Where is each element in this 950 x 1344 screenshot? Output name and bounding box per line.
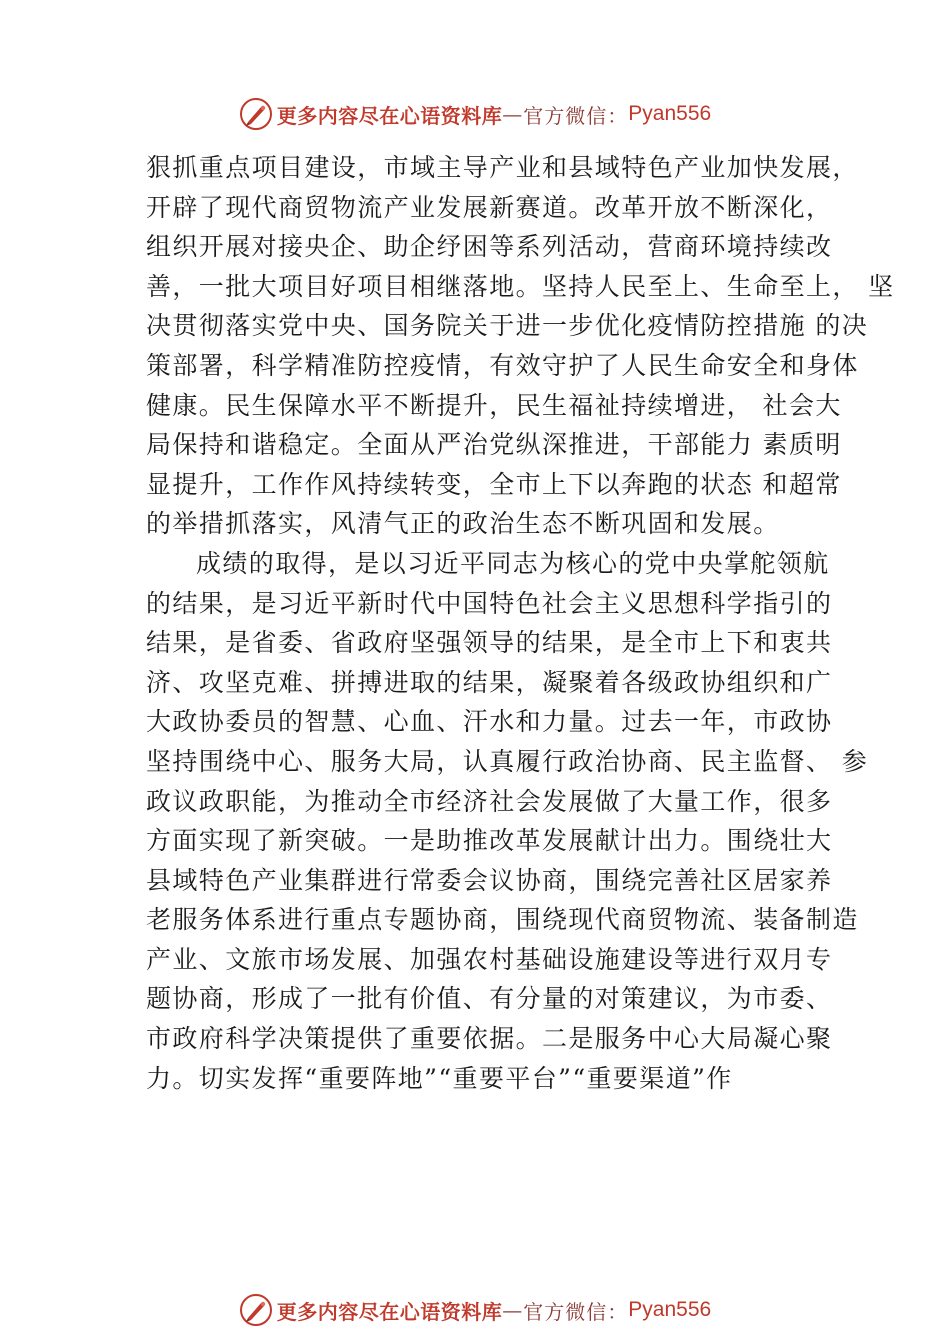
body-line: 产业、文旅市场发展、加强农村基础设施建设等进行双月专 <box>146 944 833 974</box>
body-line: 开辟了现代商贸物流产业发展新赛道。改革开放不断深化， <box>146 192 833 222</box>
body-line: 结果，是省委、省政府坚强领导的结果，是全市上下和衷共 <box>146 628 833 658</box>
body-line: 狠抓重点项目建设，市域主导产业和县域特色产业加快发展， <box>146 153 859 182</box>
watermark-sub-text: 官方微信： <box>523 103 629 128</box>
document-body <box>146 148 895 1098</box>
body-line: 的举措抓落实，风清气正的政治生态不断巩固和发展。 <box>146 509 780 539</box>
body-line: 决贯彻落实党中央、国务院关于进一步优化疫情防控措施 的决 <box>146 311 869 341</box>
body-line: 策部署，科学精准防控疫情，有效守护了人民生命安全和身体 <box>146 350 859 380</box>
body-line: 老服务体系进行重点专题协商，围绕现代商贸物流、装备制造 <box>146 905 859 935</box>
body-line: 方面实现了新突破。一是助推改革发展献计出力。围绕壮大 <box>146 826 833 856</box>
body-line: 坚持围绕中心、服务大局，认真履行政治协商、民主监督、 参 <box>146 746 869 776</box>
body-line: 济、攻坚克难、拼搏进取的结果，凝聚着各级政协组织和广 <box>146 667 833 697</box>
watermark-dash: — <box>502 102 524 126</box>
header-watermark <box>0 94 950 134</box>
body-line: 显提升，工作作风持续转变，全市上下以奔跑的状态 和超常 <box>146 469 842 499</box>
body-line: 政议政职能，为推动全市经济社会发展做了大量工作，很多 <box>146 786 833 816</box>
watermark-main-text: 更多内容尽在心语资料库 <box>276 103 503 128</box>
body-line: 市政府科学决策提供了重要依据。二是服务中心大局凝心聚 <box>146 1024 833 1054</box>
body-line: 健康。民生保障水平不断提升，民生福祉持续增进， 社会大 <box>146 390 842 420</box>
body-line: 组织开展对接央企、助企纾困等系列活动，营商环境持续改 <box>146 232 833 262</box>
watermark-wechat-id: Pyan556 <box>628 1298 712 1321</box>
body-line: 题协商，形成了一批有价值、有分量的对策建议，为市委、 <box>146 984 833 1014</box>
body-line: 的结果，是习近平新时代中国特色社会主义思想科学指引的 <box>146 588 833 618</box>
watermark-dash: — <box>502 1298 524 1322</box>
footer-watermark <box>0 1290 950 1330</box>
body-line: 局保持和谐稳定。全面从严治党纵深推进，干部能力 素质明 <box>146 430 842 460</box>
body-line: 力。切实发挥“重要阵地”“重要平台”“重要渠道”作 <box>146 1063 733 1093</box>
watermark-wechat-id: Pyan556 <box>628 102 712 125</box>
pen-logo-icon <box>239 1293 273 1327</box>
pen-logo-icon <box>239 97 273 131</box>
body-line: 善，一批大项目好项目相继落地。坚持人民至上、生命至上， 坚 <box>146 271 895 301</box>
paragraph-start-line: 成绩的取得，是以习近平同志为核心的党中央掌舵领航 <box>196 548 830 578</box>
watermark-main-text: 更多内容尽在心语资料库 <box>276 1299 503 1324</box>
body-line: 大政协委员的智慧、心血、汗水和力量。过去一年，市政协 <box>146 707 833 737</box>
body-line: 县域特色产业集群进行常委会议协商，围绕完善社区居家养 <box>146 865 833 895</box>
watermark-sub-text: 官方微信： <box>523 1299 629 1324</box>
